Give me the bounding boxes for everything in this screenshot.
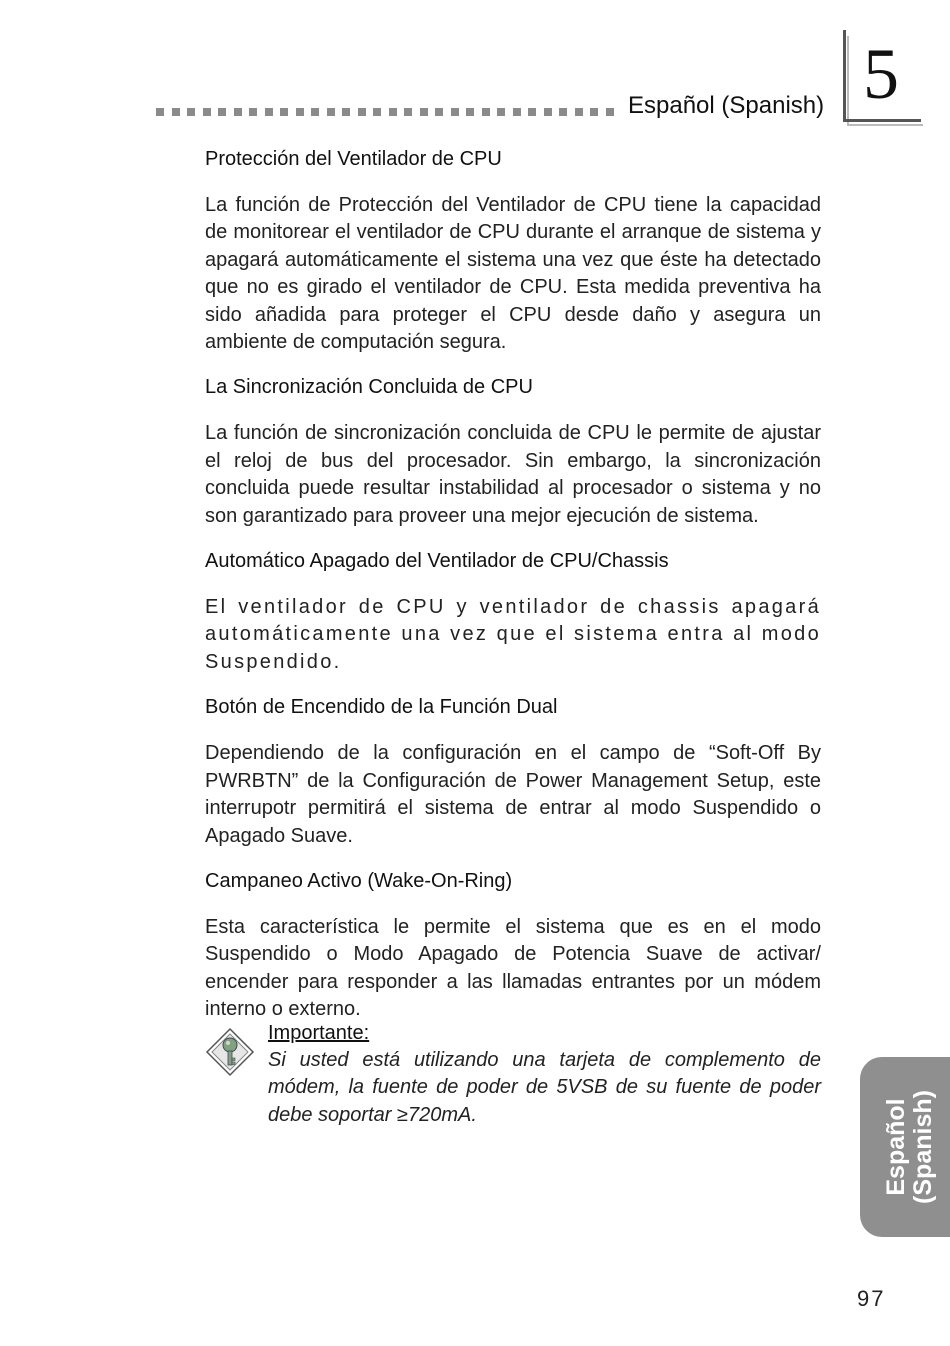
side-tab-line2: (Spanish)	[909, 1090, 937, 1204]
side-tab-line1: Español	[882, 1098, 910, 1196]
section-body: Dependiendo de la configuración en el campo de “Soft-Off By PWRBTN” de la Configuración de Power Management Setup, este interrupotr permitirá el sistema de entrar al modo Suspendido o Apagado Suave.	[205, 742, 821, 847]
section-title: Botón de Encendido de la Función Dual	[205, 696, 558, 719]
page-number: 97	[857, 1286, 886, 1311]
side-tab-label	[883, 1090, 937, 1204]
section-body: Esta característica le permite el sistema que es en el modo Suspendido o Modo Apagado de Potencia Suave de activar/ encender para responder a las llamadas entrantes por un módem interno o externo.	[205, 915, 821, 1021]
section-title: Automático Apagado del Ventilador de CPU/Chassis	[205, 550, 669, 573]
section-body: La función de sincronización concluida de CPU le permite de ajustar el reloj de bus del procesador. Sin embargo, la sincronización concluida puede resultar instabilidad al procesador o sistema y no son garantizado para proveer una mejor ejecución de sistema.	[205, 422, 821, 527]
section-title: Campaneo Activo (Wake-On-Ring)	[205, 869, 513, 892]
main-content	[205, 146, 821, 1042]
note-title: Importante:	[268, 1022, 370, 1044]
section-title: Protección del Ventilador de CPU	[205, 148, 502, 170]
section-title: La Sincronización Concluida de CPU	[205, 376, 533, 399]
language-side-tab	[860, 1057, 950, 1237]
note-body: Si usted está utilizando una tarjeta de complemento de módem, la fuente de poder de 5VSB de su fuente de poder debe soportar ≥720mA.	[268, 1049, 821, 1126]
header-title: Español (Spanish)	[628, 92, 825, 119]
chapter-number: 5	[863, 34, 899, 114]
header-dot-rule	[156, 108, 614, 117]
section-body: La función de Protección del Ventilador de CPU tiene la capacidad de monitorear el ventilador de CPU durante el arranque de sistema y apagará automáticamente el sistema una vez que éste ha detectado que no es girado el ventilador de CPU. Esta medida preventiva ha sido añadida para proteger el CPU desde daño y asegura un ambiente de computación segura.	[205, 194, 821, 354]
section-body: El ventilador de CPU y ventilador de chassis apagará automáticamente una vez que el sistema entra al modo Suspendido.	[205, 596, 821, 673]
chapter-marker	[843, 30, 921, 126]
important-note	[268, 1020, 821, 1129]
key-diamond-icon	[205, 1027, 255, 1077]
